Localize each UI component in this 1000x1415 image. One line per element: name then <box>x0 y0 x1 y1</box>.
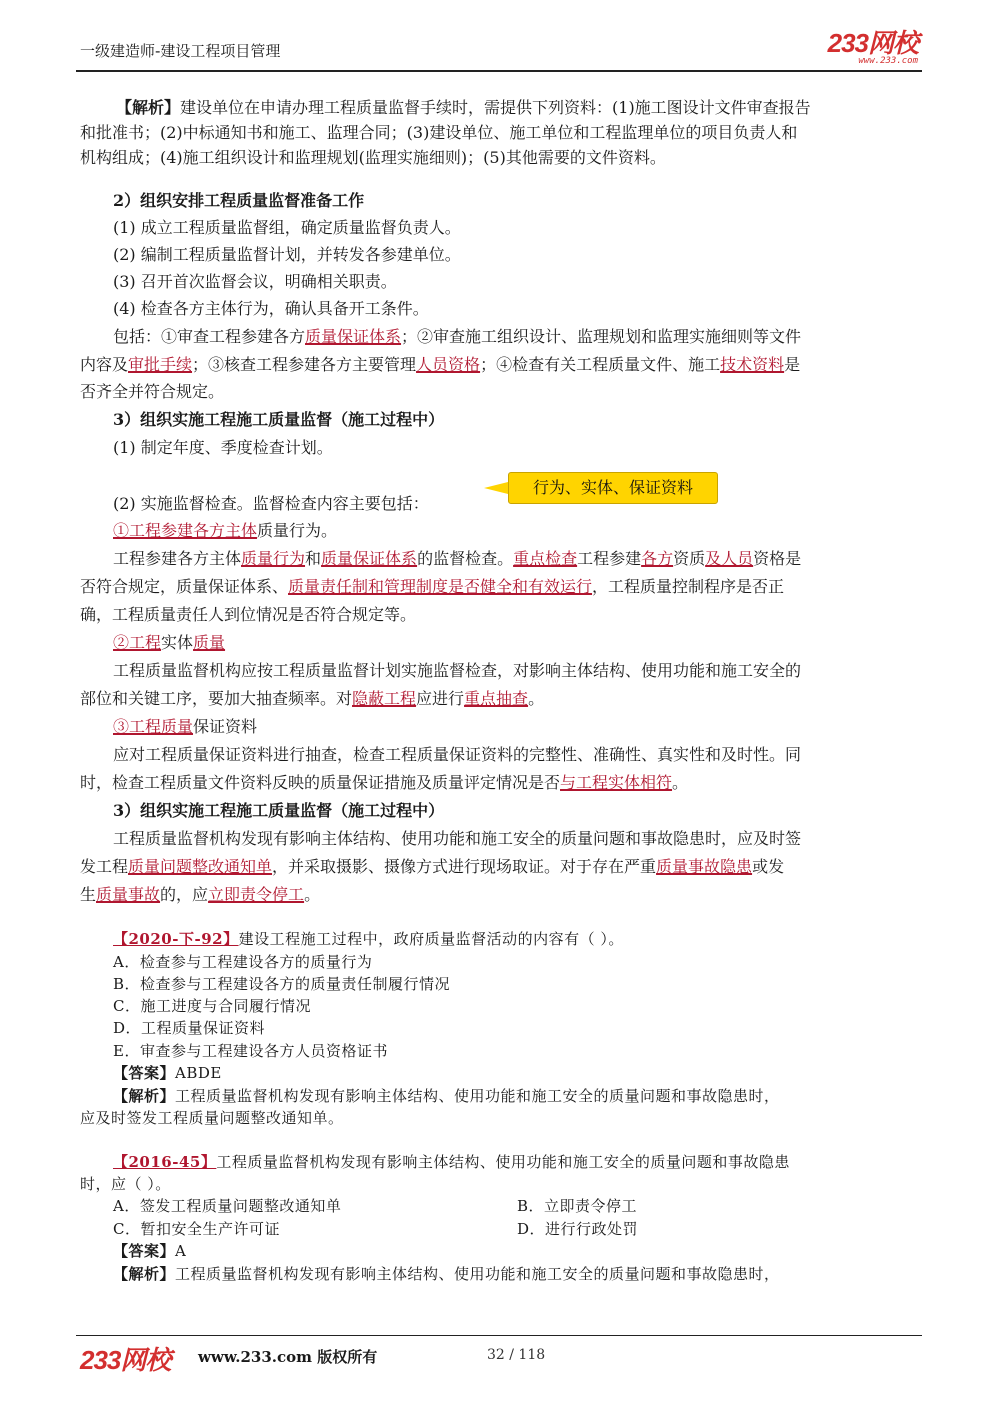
paragraph-line: 内容及审批手续；③核查工程参建各方主要管理人员资格；④检查有关工程质量文件、施工技术资料是 <box>80 355 801 374</box>
subheading: ③工程质量保证资料 <box>113 717 258 736</box>
section-heading-3b: 3）组织实施工程施工质量监督（施工过程中） <box>113 801 445 820</box>
question-option: B．立即责令停工 <box>517 1197 638 1215</box>
analysis-line-2: 和批准书；(2)中标通知书和施工、监理合同；(3)建设单位、施工单位和工程监理单位的项目负责人和 <box>80 123 798 142</box>
question-option: D．进行行政处罚 <box>517 1220 639 1238</box>
brand-logo <box>828 30 918 66</box>
question-analysis: 【解析】工程质量监督机构发现有影响主体结构、使用功能和施工安全的质量问题和事故隐患时， <box>113 1265 780 1283</box>
section-heading-2: 2）组织安排工程质量监督准备工作 <box>113 191 365 210</box>
header-rule <box>76 70 922 72</box>
question-option: A．签发工程质量问题整改通知单 <box>113 1197 342 1215</box>
question-stem-cont: 时，应（ ）。 <box>80 1175 171 1193</box>
question-answer: 【答案】A <box>113 1242 187 1260</box>
paragraph-line: 部位和关键工序，要加大抽查频率。对隐蔽工程应进行重点抽查。 <box>80 689 545 708</box>
list-item: (2) 编制工程质量监督计划，并转发各参建单位。 <box>113 245 461 264</box>
list-item: (1) 成立工程质量监督组，确定质量监督负责人。 <box>113 218 461 237</box>
paragraph-line: 应对工程质量保证资料进行抽查，检查工程质量保证资料的完整性、准确性、真实性和及时性。同 <box>113 745 802 764</box>
callout-note: 行为、实体、保证资料 <box>508 472 718 504</box>
paragraph-line: 否齐全并符合规定。 <box>80 382 225 401</box>
question-option: C．施工进度与合同履行情况 <box>113 997 311 1015</box>
analysis-line-3: 机构组成；(4)施工组织设计和监理规划(监理实施细则)；(5)其他需要的文件资料。 <box>80 148 666 167</box>
question-analysis: 【解析】工程质量监督机构发现有影响主体结构、使用功能和施工安全的质量问题和事故隐患时， <box>113 1087 780 1105</box>
paragraph-line: 包括：①审查工程参建各方质量保证体系；②审查施工组织设计、监理规划和监理实施细则等文件 <box>113 327 802 346</box>
brand-logo-text: 233网校 <box>827 28 918 58</box>
question-option: A．检查参与工程建设各方的质量行为 <box>113 953 373 971</box>
question-analysis-cont: 应及时签发工程质量问题整改通知单。 <box>80 1109 344 1127</box>
analysis-line-1: 【解析】建设单位在申请办理工程质量监督手续时，需提供下列资料：(1)施工图设计文件审查报告 <box>116 98 811 117</box>
list-item: (1) 制定年度、季度检查计划。 <box>113 438 333 457</box>
paragraph-line: 工程参建各方主体质量行为和质量保证体系的监督检查。重点检查工程参建各方资质及人员资格是 <box>113 549 802 568</box>
paragraph-line: 发工程质量问题整改通知单，并采取摄影、摄像方式进行现场取证。对于存在严重质量事故隐患或发 <box>80 857 785 876</box>
footer-rule <box>76 1335 922 1336</box>
page-number: 32 / 118 <box>487 1347 546 1363</box>
question-option: B．检查参与工程建设各方的质量责任制履行情况 <box>113 975 451 993</box>
footer-logo: 233网校 <box>80 1345 171 1375</box>
question-option: E．审查参与工程建设各方人员资格证书 <box>113 1042 388 1060</box>
question-answer: 【答案】ABDE <box>113 1064 222 1082</box>
paragraph-line: 工程质量监督机构应按工程质量监督计划实施监督检查，对影响主体结构、使用功能和施工安全的 <box>113 661 802 680</box>
question-stem: 【2016-45】工程质量监督机构发现有影响主体结构、使用功能和施工安全的质量问题和事故隐患 <box>113 1153 790 1171</box>
subheading: ②工程实体质量 <box>113 633 226 652</box>
subheading: ①工程参建各方主体质量行为。 <box>113 521 338 540</box>
question-stem: 【2020-下-92】建设工程施工过程中，政府质量监督活动的内容有（ ）。 <box>113 930 624 948</box>
footer-copyright: www.233.com 版权所有 <box>198 1348 378 1366</box>
paragraph-line: 工程质量监督机构发现有影响主体结构、使用功能和施工安全的质量问题和事故隐患时，应及时签 <box>113 829 802 848</box>
paragraph-line: 生质量事故的，应立即责令停工。 <box>80 885 321 904</box>
paragraph-line: 确，工程质量责任人到位情况是否符合规定等。 <box>80 605 417 624</box>
brand-logo-url: www.233.com <box>858 56 918 66</box>
list-item: (4) 检查各方主体行为，确认具备开工条件。 <box>113 299 429 318</box>
paragraph-line: 否符合规定，质量保证体系、质量责任制和管理制度是否健全和有效运行，工程质量控制程序是否正 <box>80 577 785 596</box>
header-title: 一级建造师-建设工程项目管理 <box>80 42 281 60</box>
question-option: D．工程质量保证资料 <box>113 1019 266 1037</box>
question-option: C．暂扣安全生产许可证 <box>113 1220 280 1238</box>
section-heading-3: 3）组织实施工程施工质量监督（施工过程中） <box>113 410 445 429</box>
list-item: (2) 实施监督检查。监督检查内容主要包括： <box>113 494 429 513</box>
paragraph-line: 时，检查工程质量文件资料反映的质量保证措施及质量评定情况是否与工程实体相符。 <box>80 773 689 792</box>
list-item: (3) 召开首次监督会议，明确相关职责。 <box>113 272 397 291</box>
